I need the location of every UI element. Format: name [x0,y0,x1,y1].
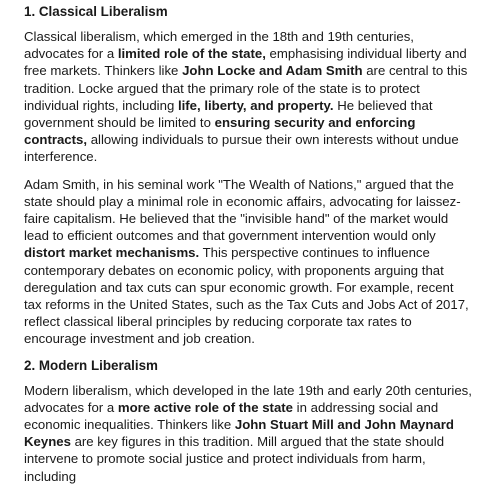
emphasis-life-liberty-property: life, liberty, and property. [177,97,334,113]
text-run: are central to this tradition. Locke argued that the primary role of the state is to protect individual rights, including [24,63,468,113]
paragraph-modern-intro [24,382,472,485]
emphasis-security-contracts: ensuring security and enforcing contracts, [24,115,416,148]
text-run: emphasising individual liberty and free markets. Thinkers like [24,46,467,79]
text-run: He believed that government should be limited to [24,97,433,131]
emphasis-locke-smith: John Locke and Adam Smith [182,63,363,79]
emphasis-distort-markets: distort market mechanisms. [24,245,200,261]
text-run: allowing individuals to pursue their own interests without undue interference. [24,132,459,165]
text-run: This perspective continues to influence contemporary debates on economic policy, with proponents arguing that deregulation and tax cuts can spur economic growth. For example, recent tax reforms in the United States, such as the Tax Cuts and Jobs Act of 2017, reflect classical liberal principles by reducing corporate tax rates to encourage investment and job creation. [24,245,469,347]
emphasis-mill-keynes: John Stuart Mill and John Maynard Keynes [24,417,454,450]
emphasis-limited-role: limited role of the state, [117,46,266,62]
text-run: Classical liberalism, which emerged in the 18th and 19th centuries, advocates for a [24,29,414,62]
text-run: in addressing social and economic inequalities. Thinkers like [24,399,439,433]
section-heading-modern-liberalism: 2. Modern Liberalism [24,357,158,373]
text-run: are key figures in this tradition. Mill argued that the state should intervene to promote social justice and protect individuals from harm, including [24,434,445,484]
paragraph-classical-intro [24,28,472,166]
section-heading-classical-liberalism: 1. Classical Liberalism [24,4,168,19]
text-run: Adam Smith, in his seminal work "The Wealth of Nations," argued that the state should play a minimal role in economic affairs, advocating for laissez-faire capitalism. He believed that the "invisible hand" of the market would lead to efficient outcomes and that government intervention would only [24,176,461,244]
text-run: Modern liberalism, which developed in the late 19th and early 20th centuries, advocates for a [24,382,472,415]
paragraph-adam-smith [24,176,472,348]
emphasis-active-role: more active role of the state [117,399,294,415]
